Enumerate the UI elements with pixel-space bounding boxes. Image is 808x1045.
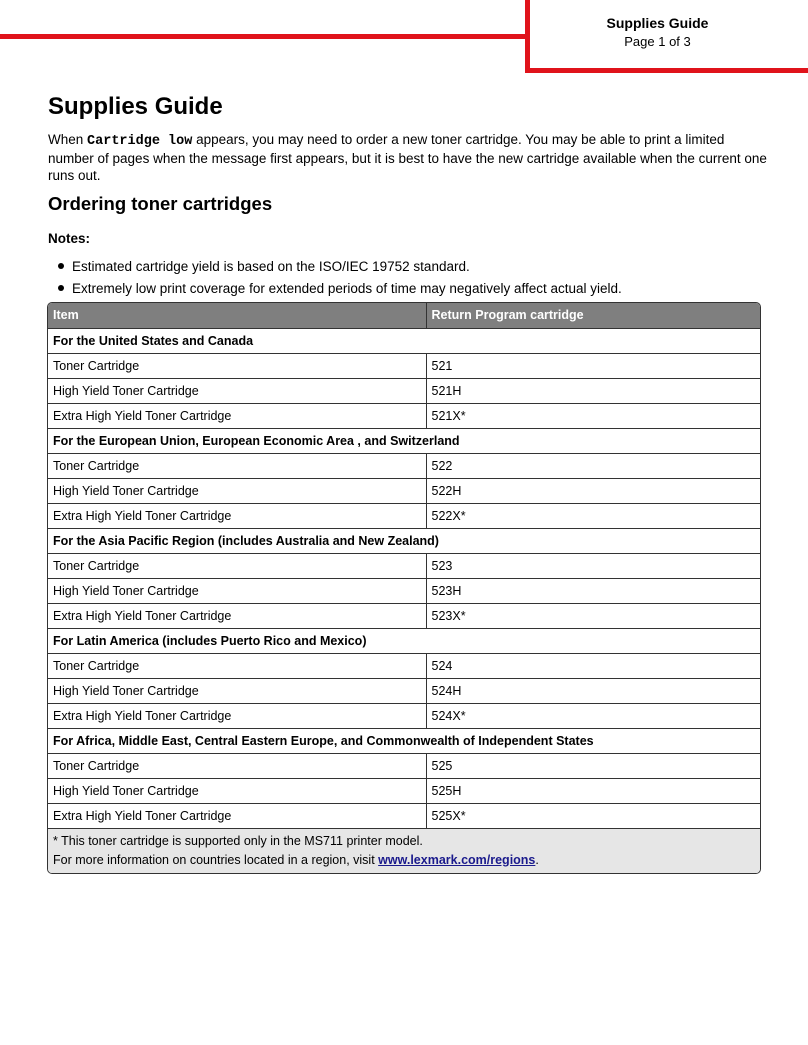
cell-item: High Yield Toner Cartridge xyxy=(48,578,426,603)
cell-code: 522H xyxy=(426,478,760,503)
cell-item: Extra High Yield Toner Cartridge xyxy=(48,803,426,828)
table-row xyxy=(48,803,760,828)
group-row xyxy=(48,328,760,353)
group-row xyxy=(48,628,760,653)
page-title: Supplies Guide xyxy=(48,93,223,120)
table-row xyxy=(48,378,760,403)
table-row xyxy=(48,453,760,478)
table-row xyxy=(48,478,760,503)
intro-code: Cartridge low xyxy=(87,134,193,149)
footer-note: * This toner cartridge is supported only in the MS711 printer model. xyxy=(53,833,423,848)
cartridge-table xyxy=(47,302,761,874)
notes-list xyxy=(58,258,622,301)
header-page-number: Page 1 of 3 xyxy=(624,34,691,49)
cell-code: 521H xyxy=(426,378,760,403)
group-row xyxy=(48,528,760,553)
table-row xyxy=(48,603,760,628)
cell-code: 523X* xyxy=(426,603,760,628)
cell-code: 523H xyxy=(426,578,760,603)
table-row xyxy=(48,403,760,428)
header-title: Supplies Guide xyxy=(606,15,709,31)
group-title: For the European Union, European Economic Area , and Switzerland xyxy=(48,428,760,453)
group-title: For Latin America (includes Puerto Rico and Mexico) xyxy=(48,628,760,653)
table-row xyxy=(48,653,760,678)
cell-code: 525H xyxy=(426,778,760,803)
cell-item: Extra High Yield Toner Cartridge xyxy=(48,603,426,628)
table-header-row xyxy=(48,303,760,328)
group-title: For the United States and Canada xyxy=(48,328,760,353)
intro-suffix: appears, you may need to order a new toner cartridge. You may be able to print a limited number of pages when the message first appears, but it is best to have the new cartridge available when the current one runs out. xyxy=(48,132,767,183)
table-footer-row xyxy=(48,828,760,873)
cell-item: High Yield Toner Cartridge xyxy=(48,678,426,703)
table-row xyxy=(48,678,760,703)
cell-code: 522X* xyxy=(426,503,760,528)
header-return-program: Return Program cartridge xyxy=(426,303,760,328)
cell-code: 524X* xyxy=(426,703,760,728)
cell-item: High Yield Toner Cartridge xyxy=(48,778,426,803)
cell-item: Extra High Yield Toner Cartridge xyxy=(48,503,426,528)
cell-item: Toner Cartridge xyxy=(48,453,426,478)
cell-code: 525 xyxy=(426,753,760,778)
cell-item: High Yield Toner Cartridge xyxy=(48,478,426,503)
section-title: Ordering toner cartridges xyxy=(48,193,273,214)
table-footer xyxy=(48,828,760,873)
group-row xyxy=(48,728,760,753)
cell-code: 521X* xyxy=(426,403,760,428)
cell-code: 522 xyxy=(426,453,760,478)
group-row xyxy=(48,428,760,453)
table-row xyxy=(48,503,760,528)
cell-item: Toner Cartridge xyxy=(48,653,426,678)
table-row xyxy=(48,753,760,778)
cell-code: 524H xyxy=(426,678,760,703)
cell-code: 525X* xyxy=(426,803,760,828)
intro-paragraph xyxy=(48,131,768,184)
regions-link[interactable]: www.lexmark.com/regions xyxy=(378,852,536,867)
table-row xyxy=(48,353,760,378)
table-row xyxy=(48,778,760,803)
intro-prefix: When xyxy=(48,132,88,147)
table-row xyxy=(48,578,760,603)
notes-label: Notes: xyxy=(48,231,91,246)
footer-regions-suffix: . xyxy=(535,852,539,867)
cell-code: 523 xyxy=(426,553,760,578)
cell-item: High Yield Toner Cartridge xyxy=(48,378,426,403)
group-title: For the Asia Pacific Region (includes Australia and New Zealand) xyxy=(48,528,760,553)
group-title: For Africa, Middle East, Central Eastern Europe, and Commonwealth of Independent States xyxy=(48,728,760,753)
header-red-line xyxy=(0,34,530,39)
cell-code: 524 xyxy=(426,653,760,678)
cell-item: Extra High Yield Toner Cartridge xyxy=(48,403,426,428)
header-red-bottom xyxy=(525,68,808,73)
note-item: Estimated cartridge yield is based on the ISO/IEC 19752 standard. xyxy=(58,258,622,280)
table-row xyxy=(48,703,760,728)
cell-code: 521 xyxy=(426,353,760,378)
note-item: Extremely low print coverage for extended periods of time may negatively affect actual yield. xyxy=(58,280,622,302)
cell-item: Toner Cartridge xyxy=(48,553,426,578)
cell-item: Toner Cartridge xyxy=(48,753,426,778)
cell-item: Extra High Yield Toner Cartridge xyxy=(48,703,426,728)
footer-regions-prefix: For more information on countries located in a region, visit xyxy=(53,852,379,867)
table-row xyxy=(48,553,760,578)
header-item: Item xyxy=(48,303,426,328)
footer-regions xyxy=(53,851,755,870)
cell-item: Toner Cartridge xyxy=(48,353,426,378)
